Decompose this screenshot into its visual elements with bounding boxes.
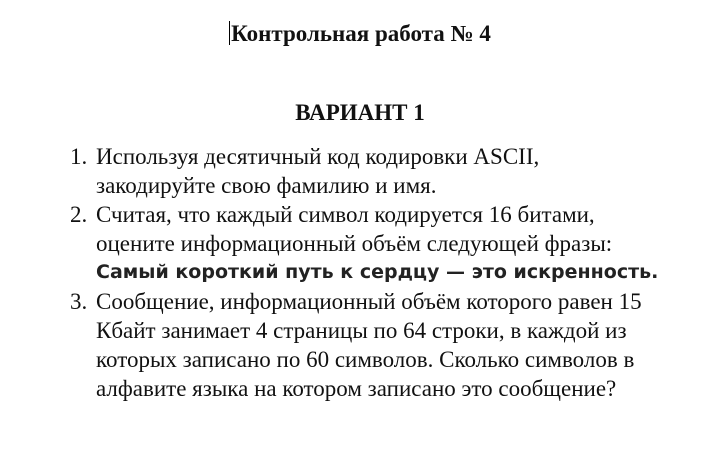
- task-number: 1.: [70, 144, 88, 169]
- text-cursor: [229, 21, 230, 45]
- task-text-line: Кбайт занимает 4 страницы по 64 строки, в каждой из: [96, 318, 627, 343]
- task-phrase: Самый короткий путь к сердцу — это искренность.: [96, 261, 659, 283]
- task-item-3: [70, 287, 690, 403]
- task-text-line: Сообщение, информационный объём которого равен 15: [96, 289, 642, 314]
- task-number: 2.: [70, 202, 88, 227]
- task-text-line: Используя десятичный код кодировки ASCII,: [96, 144, 540, 169]
- task-text-line: алфавите языка на котором записано это сообщение?: [96, 376, 617, 401]
- task-text-line: которых записано по 60 символов. Сколько символов в: [96, 347, 635, 372]
- task-list: [70, 142, 690, 403]
- task-text-line: закодируйте свою фамилию и имя.: [96, 173, 437, 198]
- task-item-1: [70, 142, 690, 200]
- task-text-line: оцените информационный объём следующей фразы:: [96, 231, 613, 256]
- document-title: Контрольная работа № 4: [231, 21, 491, 46]
- task-text-line: Считая, что каждый символ кодируется 16 битами,: [96, 202, 595, 227]
- task-item-2: [70, 200, 690, 287]
- task-number: 3.: [70, 289, 88, 314]
- variant-heading: ВАРИАНТ 1: [295, 100, 425, 125]
- document-title-line: [0, 20, 720, 48]
